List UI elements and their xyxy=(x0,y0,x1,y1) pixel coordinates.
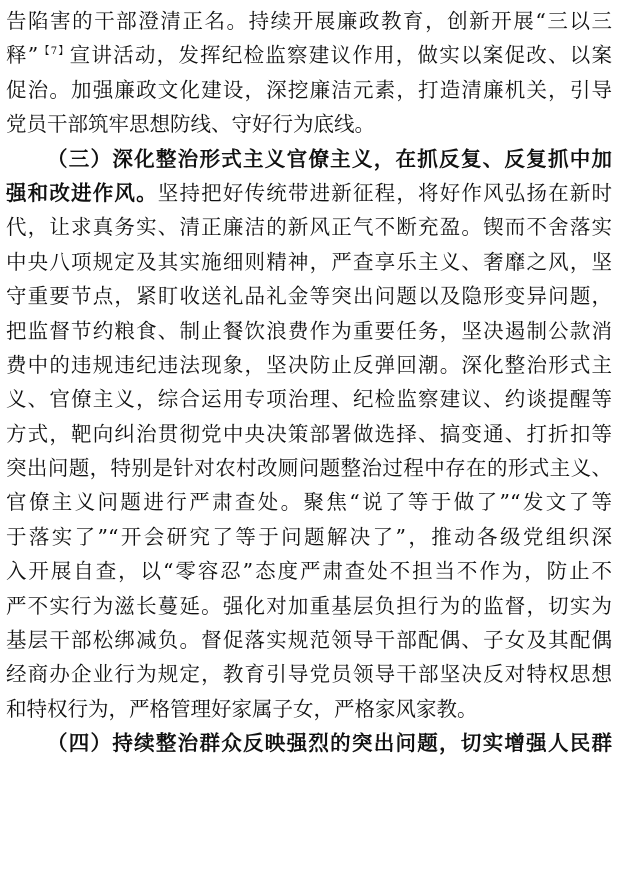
text-line: 义、官僚主义，综合运用专项治理、纪检监察建议、约谈提醒等 xyxy=(6,387,612,412)
section-heading: （三）深化整治形式主义官僚主义，在抓反复、反复抓中加 xyxy=(47,146,612,171)
text-segment: 释” xyxy=(6,43,39,68)
text-line: 告陷害的干部澄清正名。持续开展廉政教育，创新开展“三以三 xyxy=(6,9,612,33)
text-line: 和特权行为，严格管理好家属子女，严格家风家教。 xyxy=(6,696,478,721)
text-line: 中央八项规定及其实施细则精神，严查享乐主义、奢靡之风，坚 xyxy=(6,249,612,274)
section-heading: （四）持续整治群众反映强烈的突出问题，切实增强人民群 xyxy=(47,731,612,756)
text-segment: 坚持把好传统带进新征程，将好作风弘扬在新时 xyxy=(157,180,612,205)
text-line: 经商办企业行为规定，教育引导党员领导干部坚决反对特权思想 xyxy=(6,662,612,687)
text-line: 于落实了”“开会研究了等于问题解决了”，推动各级党组织深 xyxy=(6,524,612,549)
text-line xyxy=(6,176,612,210)
text-line: 促治。加强廉政文化建设，深挖廉洁元素，打造清廉机关，引导 xyxy=(6,77,612,102)
paragraph-section-three xyxy=(6,142,612,727)
text-line: 代，让求真务实、清正廉洁的新风正气不断充盈。锲而不舍落实 xyxy=(6,215,612,240)
text-segment: 宣讲活动，发挥纪检监察建议作用，做实以案促改、以案 xyxy=(69,43,612,68)
text-line: 严不实行为滋长蔓延。强化对加重基层负担行为的监督，切实为 xyxy=(6,593,612,618)
text-line xyxy=(6,38,612,72)
text-line: 费中的违规违纪违法现象，坚决防止反弹回潮。深化整治形式主 xyxy=(6,352,612,377)
text-line: 官僚主义问题进行严肃查处。聚焦“说了等于做了”“发文了等 xyxy=(6,490,612,515)
text-line: 入开展自查，以“零容忍”态度严肃查处不担当不作为，防止不 xyxy=(6,559,612,584)
document-page xyxy=(6,4,612,761)
text-line: 党员干部筑牢思想防线、守好行为底线。 xyxy=(6,112,375,137)
paragraph-integrity-education xyxy=(6,4,612,142)
paragraph-section-four xyxy=(6,726,612,760)
section-heading-continuation: 强和改进作风。 xyxy=(6,180,158,205)
text-line: 基层干部松绑减负。督促落实规范领导干部配偶、子女及其配偶 xyxy=(6,628,612,653)
text-line: 方式，靶向纠治贯彻党中央决策部署做选择、搞变通、打折扣等 xyxy=(6,421,612,446)
text-line: 守重要节点，紧盯收送礼品礼金等突出问题以及隐形变异问题， xyxy=(6,284,612,309)
text-line: 把监督节约粮食、制止餐饮浪费作为重要任务，坚决遏制公款消 xyxy=(6,318,612,343)
reference-marker: 【7】 xyxy=(38,46,70,58)
text-line: 突出问题，特别是针对农村改厕问题整治过程中存在的形式主义、 xyxy=(6,456,612,481)
